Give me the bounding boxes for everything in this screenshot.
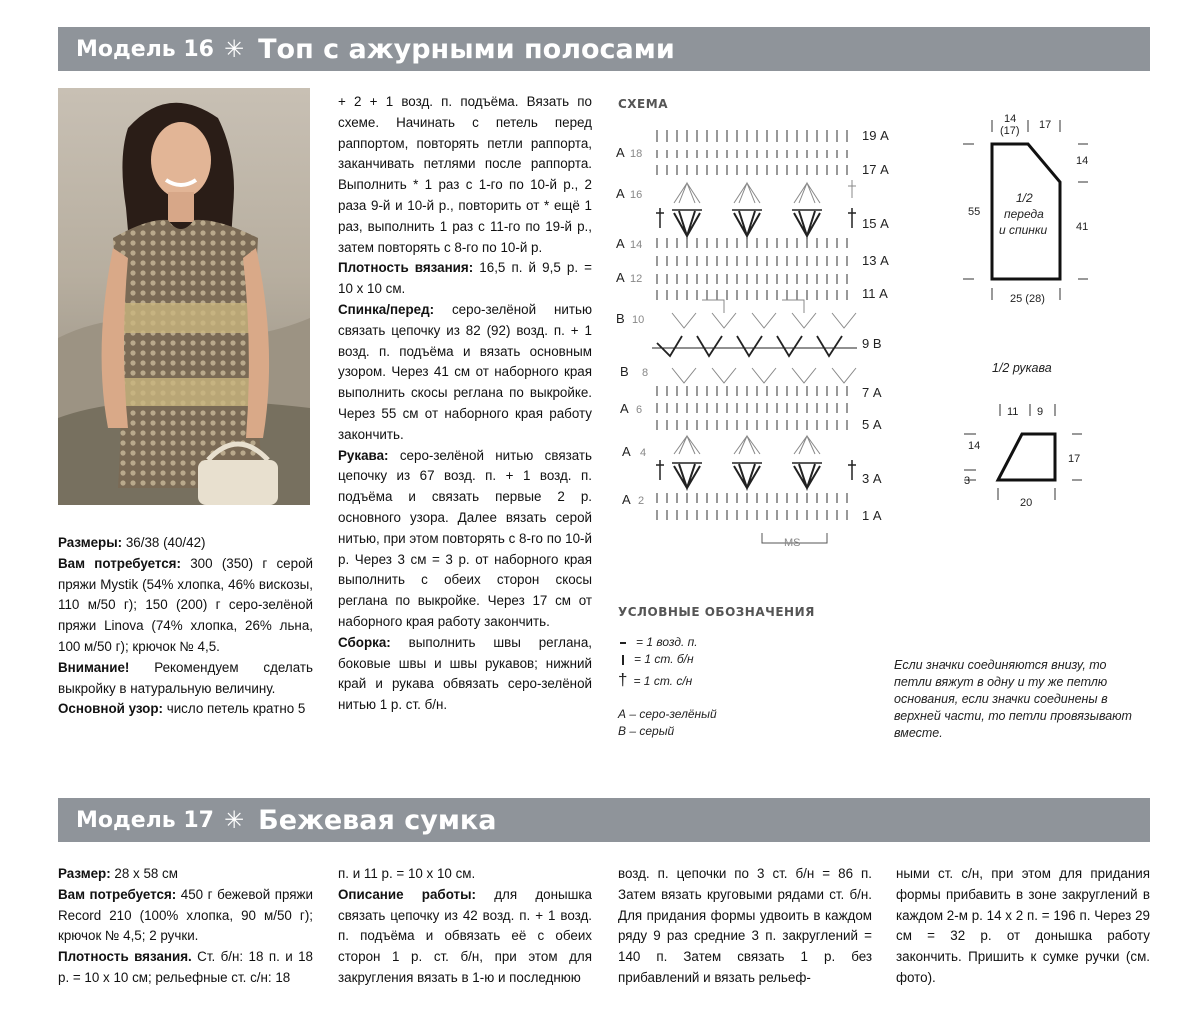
shell-row-lower [656, 460, 856, 488]
materials-paragraph [58, 554, 313, 658]
row-color-letter: А [616, 270, 625, 285]
dim-top-a: 11 [1007, 406, 1019, 418]
row-number: 18 [630, 148, 643, 160]
row-label: 3 А [862, 471, 882, 486]
chart-symbols [652, 130, 857, 543]
sleeves-paragraph [338, 446, 592, 633]
row-label: 5 А [862, 417, 882, 432]
dim-left-small: 3 [964, 475, 971, 487]
row-label: 11 А [862, 286, 888, 301]
dim-top-width-alt: (17) [1000, 125, 1020, 137]
bag-density-label: Плотность вязания. [58, 949, 192, 965]
chart-right-labels [862, 128, 889, 523]
chart-left-labels [616, 145, 648, 507]
piece-label-back: и спинки [999, 223, 1048, 237]
shell-row-upper [656, 208, 856, 236]
bag-materials-text: 450 г бежевой пряжи Record 210 (100% хлопка, 90 м/50 г); крючок № 4,5; 2 ручки. [58, 886, 313, 944]
assembly-label: Сборка: [338, 634, 391, 650]
shell-row-upper-light [674, 180, 856, 203]
row-number: 14 [630, 239, 643, 251]
bag-column-4 [896, 864, 1150, 989]
row-label: 9 В [862, 336, 882, 351]
legend-color-b: В – серый [618, 724, 675, 738]
model17-banner [58, 798, 1150, 842]
bag-materials-paragraph [58, 885, 313, 947]
instructions-paragraph: + 2 + 1 возд. п. подъёма. Вязать по схеме. Начинать с петель перед раппортом, повторять петли раппорта, заканчивать петлями после раппорта. Выполнить * 1 раз с 1-го по 10-й р., 2 раза 9-й и 10-й р., повторить от * ещё 1 раз, выполнить 1 раз с 11-го по 19-й р., затем повторять с 8-го по 10-й р. [338, 94, 592, 255]
row-color-letter: В [620, 364, 629, 379]
row-label: 13 А [862, 253, 889, 268]
star-icon: ✳ [224, 806, 245, 834]
model16-title: Топ с ажурными полосами [258, 33, 675, 65]
piece-label-front: переда [1004, 207, 1044, 221]
pattern-label: Основной узор: [58, 701, 163, 717]
bag-column-3 [618, 864, 872, 989]
bag-work-text: для донышка связать цепочку из 42 возд. п. + 1 возд. п. подъёма и обвязать её с обеих сторон 1 р. ст. б/н, при этом для закругления вязать в 1-ю и последнюю [338, 886, 592, 985]
row-number: 8 [642, 367, 649, 379]
dim-top-right: 17 [1039, 119, 1052, 131]
legend-note: Если значки соединяются внизу, то петли вяжут в одну и ту же петлю основания, если значки соединены в верхней части, то петли провязывают вместе. [894, 658, 1132, 740]
dim-bottom-width: 25 (28) [1010, 293, 1045, 305]
density-label: Плотность вязания: [338, 260, 474, 276]
row-label: 1 А [862, 508, 882, 523]
column-2-text [338, 92, 592, 716]
row-label: 17 А [862, 162, 889, 177]
dim-left-height: 55 [968, 206, 981, 218]
row-color-letter: А [622, 444, 631, 459]
density-paragraph [338, 258, 592, 300]
row-label: 7 А [862, 385, 882, 400]
density-text: 16,5 п. й 9,5 р. = 10 х 10 см. [338, 260, 592, 297]
row-number: 2 [638, 495, 645, 507]
star-icon: ✳ [224, 35, 245, 63]
sizes-label: Размеры: [58, 535, 123, 550]
bag-materials-label: Вам потребуется: [58, 886, 177, 902]
legend-dc [618, 672, 818, 689]
sleeve-schematic [960, 400, 1090, 515]
model16-label: Модель 16 [76, 36, 214, 62]
bag-size-text: 28 х 58 см [110, 866, 178, 881]
bag-size-paragraph [58, 864, 313, 885]
back-front-label: Спинка/перед: [338, 301, 435, 317]
row-color-letter: В [616, 311, 625, 326]
row-color-letter: А [620, 401, 629, 416]
row-label: 15 А [862, 216, 889, 231]
attention-label: Внимание! [58, 659, 130, 675]
row-number: 6 [636, 404, 643, 416]
photo-illustration [58, 88, 310, 505]
double-crochet-icon: † [618, 670, 628, 689]
pattern-paragraph [58, 699, 313, 720]
row-color-letter: А [622, 492, 631, 507]
single-crochet-icon [622, 655, 624, 665]
model16-banner [58, 27, 1150, 71]
sleeves-text: серо-зелёной нитью связать цепочку из 67 возд. п. + 1 возд. п. подъёма и связать первые 2 р. основного узора. Далее вязать серой нитью, при этом повторять с 8-го по 10-й р. Через 3 см = 3 р. от наборного края выполнить с обеих сторон скосы реглана по выкройке. Через 17 см от наборного края работу закончить. [338, 447, 592, 629]
row-number: 4 [640, 447, 647, 459]
materials-label: Вам потребуется: [58, 555, 181, 571]
row-number: 16 [630, 189, 643, 201]
bag-column-1 [58, 864, 313, 989]
row-label: 19 А [862, 128, 889, 143]
row-number: 10 [632, 314, 645, 326]
back-front-paragraph [338, 300, 592, 446]
bag-work-cont-1: возд. п. цепочки по 3 ст. б/н = 86 п. Затем вязать круговыми рядами ст. б/н. Для придания формы удвоить в каждом ряду 9 раз средние 3 п. закруглений = 140 п. Затем связать 1 р. без прибавлений и вязать рельеф- [618, 866, 872, 985]
sc-rows [657, 130, 847, 520]
materials-text: 300 (350) г серой пряжи Mystik (54% хлопка, 46% вискозы, 110 м/50 г); 150 (200) г серо-зелёной пряжи Linova (74% хлопка, 26% льна, 100 м/50 г); крючок № 4,5. [58, 555, 313, 654]
bag-density-text: Ст. б/н: 18 п. и 18 р. = 10 х 10 см; рельефные ст. с/н: 18 [58, 949, 313, 985]
sleeve-title: 1/2 рукава [992, 361, 1052, 375]
pattern-row-9 [652, 336, 857, 356]
sizes-text: 36/38 (40/42) [122, 535, 206, 550]
front-back-schematic [960, 112, 1100, 312]
sleeve-outline [998, 434, 1055, 480]
dim-right-height: 41 [1076, 221, 1089, 233]
legend-dc-text: = 1 ст. с/н [633, 674, 693, 688]
bag-work-label: Описание работы: [338, 886, 476, 902]
dim-top-b: 9 [1037, 406, 1044, 418]
assembly-text: выполнить швы реглана, боковые швы и швы рукавов; нижний край и рукава обвязать серо-зелёной нитью 1 р. ст. б/н. [338, 634, 592, 713]
scheme-title: СХЕМА [618, 97, 668, 111]
model17-title: Бежевая сумка [258, 804, 497, 836]
attention-text: Рекомендуем сделать выкройку в натуральную величину. [58, 659, 313, 696]
bag-density-cont: п. и 11 р. = 10 х 10 см. [338, 866, 476, 881]
legend-title: УСЛОВНЫЕ ОБОЗНАЧЕНИЯ [618, 605, 815, 619]
back-front-text: серо-зелёной нитью связать цепочку из 82 (92) возд. п. + 1 возд. п. подъёма и вязать основным узором. Через 41 см от наборного края выполнить скосы реглана по выкройке. Через 55 см от наборного края работу закончить. [338, 301, 592, 442]
crochet-chart [612, 118, 912, 558]
dim-left: 14 [968, 440, 981, 452]
chain-stitch-icon [620, 642, 626, 644]
bag-work-paragraph [338, 885, 592, 989]
legend-sc-text: = 1 ст. б/н [634, 652, 694, 666]
dimension-ticks [964, 434, 1082, 480]
pattern-text: число петель кратно 5 [163, 701, 306, 717]
column-1-text [58, 533, 313, 720]
row-number: 12 [630, 273, 643, 285]
legend-chain [618, 634, 818, 650]
legend-sc [618, 651, 818, 667]
sizes-paragraph [58, 533, 313, 554]
attention-paragraph [58, 658, 313, 700]
shell-row-lower-light [674, 436, 820, 454]
dim-bottom: 20 [1020, 497, 1033, 509]
legend-chain-text: = 1 возд. п. [636, 635, 698, 649]
row-color-letter: А [616, 236, 625, 251]
row-color-letter: А [616, 145, 625, 160]
assembly-paragraph [338, 633, 592, 716]
model-photo [58, 88, 310, 505]
sleeves-label: Рукава: [338, 447, 389, 463]
bag-density-paragraph [58, 947, 313, 989]
legend-color-a: А – серо-зелёный [618, 707, 717, 721]
piece-label-fraction: 1/2 [1016, 191, 1033, 205]
row-color-letter: А [616, 186, 625, 201]
bag-column-2 [338, 864, 592, 989]
dim-right: 17 [1068, 453, 1081, 465]
dim-right-top: 14 [1076, 155, 1089, 167]
bag-work-cont-2: ными ст. с/н, при этом для придания формы прибавить в зоне закруглений в каждом 2-м р. 14 х 2 п. = 196 п. Через 29 см = 32 р. от донышка работу закончить. Пришить к сумке ручки (см. фото). [896, 866, 1150, 985]
dim-top-width: 14 [1004, 113, 1017, 125]
model17-label: Модель 17 [76, 807, 214, 833]
rapport-label: MS [784, 537, 801, 549]
bag-size-label: Размер: [58, 866, 111, 881]
